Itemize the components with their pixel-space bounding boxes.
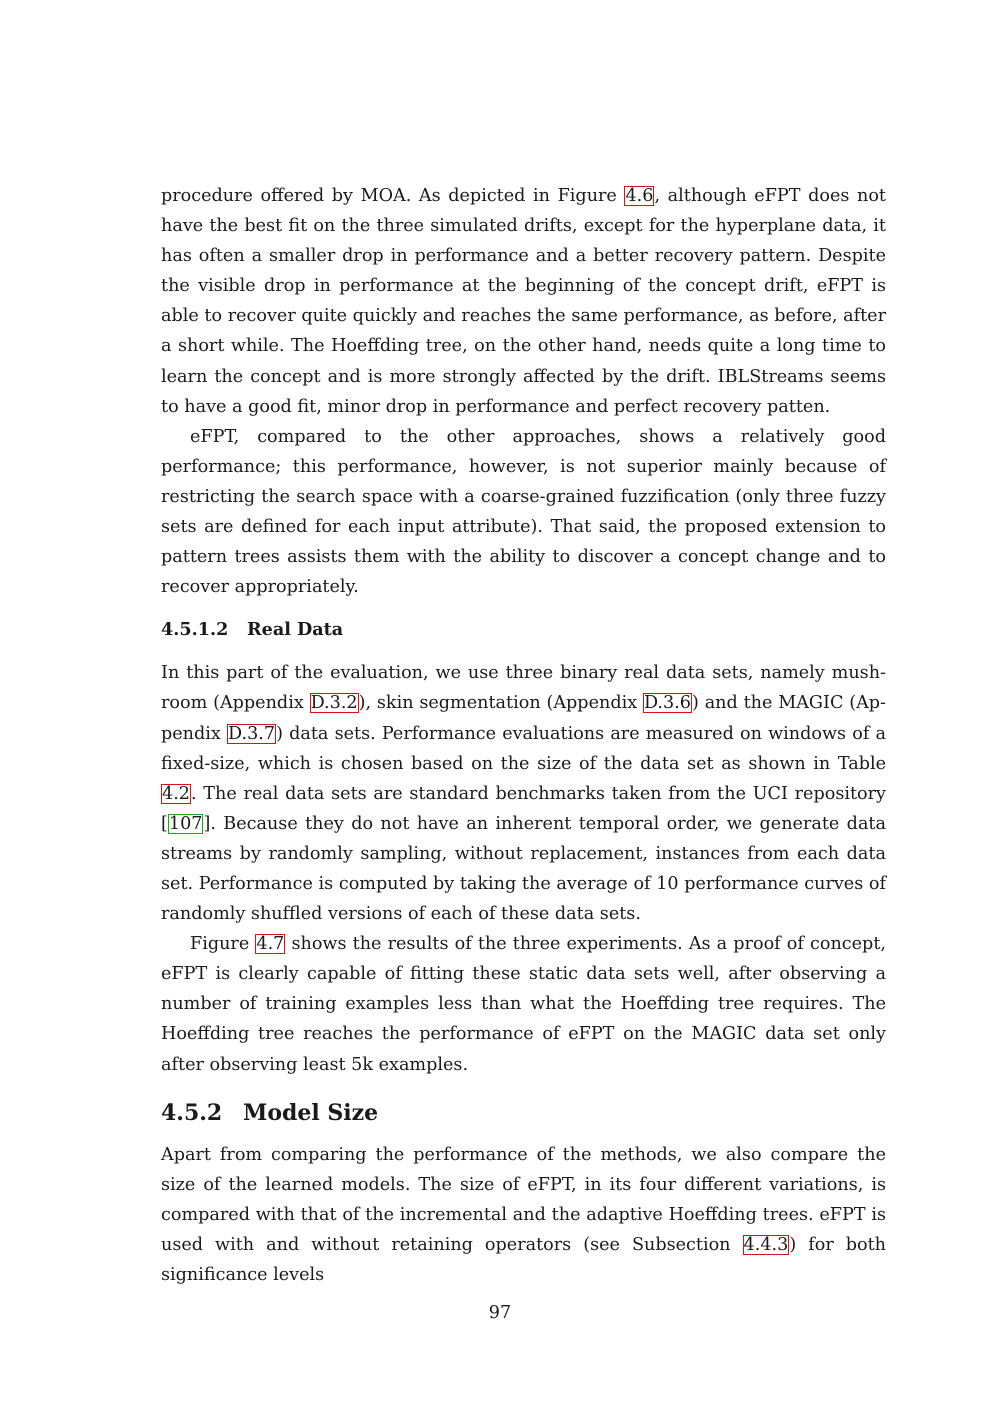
citation-link[interactable]: 107: [168, 813, 203, 834]
appendix-ref-link[interactable]: D.3.7: [228, 723, 276, 744]
appendix-ref-link[interactable]: D.3.2: [310, 693, 358, 714]
paragraph-figure-results: Figure 4.7 shows the results of the three experiments. As a proof of concept, eFPT is clearly capable of fitting these static data sets well, after observing a number of training examples less than what the Hoeffding tree requires. The Hoeffding tree reaches the performance of eFPT on the MAGIC data set only after observing least 5k examples.: [161, 934, 886, 1075]
paragraph-model-size: Apart from comparing the performance of the methods, we also compare the size of the learned models. The size of eFPT, in its four different variations, is compared with that of the incremental and the adaptive Hoeffding trees. eFPT is used with and without retaining operators (see Subsection 4.4.3) for both significance levels: [161, 1144, 886, 1285]
body-text: [161, 181, 886, 1290]
appendix-ref-link[interactable]: D.3.6: [643, 693, 692, 714]
figure-ref-link[interactable]: 4.7: [256, 934, 285, 955]
section-title: Model Size: [243, 1099, 379, 1126]
subsection-heading-model-size: [161, 1096, 886, 1130]
section-number: 4.5.2: [161, 1099, 223, 1126]
page-number: 97: [488, 1303, 512, 1323]
paragraph-efpt-comparison: eFPT, compared to the other approaches, shows a relatively good performance; this performance, however, is not superior mainly because of restricting the search space with a coarse-grained fuzzification (only three fuzzy sets are defined for each input attribute). That said, the proposed extension to pattern trees assists them with the ability to discover a concept change and to recover appropriately.: [161, 426, 886, 598]
paragraph-real-data-sets: In this part of the evaluation, we use three binary real data sets, namely mushroom (Appendix D.3.2), skin segmentation (Appendix D.3.6) and the MAGIC (Appendix D.3.7) data sets. Performance evaluations are measured on windows of a fixed-size, which is chosen based on the size of the data set as shown in Table 4.2. The real data sets are standard benchmarks taken from the UCI repository [107]. Because they do not have an inherent temporal order, we generate data streams by randomly sampling, without replacement, instances from each data set. Performance is computed by taking the average of 10 performance curves of randomly shuffled versions of each of these data sets.: [161, 663, 886, 925]
section-number: 4.5.1.2: [161, 619, 229, 641]
subsection-ref-link[interactable]: 4.4.3: [743, 1234, 789, 1255]
section-title: Real Data: [247, 619, 344, 641]
figure-ref-link[interactable]: 4.6: [625, 186, 654, 206]
paragraph-drift-results: procedure offered by MOA. As depicted in Figure 4.6, although eFPT does not have the best fit on the three simulated drifts, except for the hyperplane data, it has often a smaller drop in performance and a better recovery pattern. Despite the visible drop in performance at the beginning of the concept drift, eFPT is able to recover quite quickly and reaches the same performance, as before, after a short while. The Hoeffding tree, on the other hand, needs quite a long time to learn the concept and is more strongly affected by the drift. IBLStreams seems to have a good fit, minor drop in performance and perfect recovery patten.: [161, 186, 886, 417]
table-ref-link[interactable]: 4.2: [162, 783, 190, 804]
subsubsection-heading-real-data: [161, 614, 886, 646]
